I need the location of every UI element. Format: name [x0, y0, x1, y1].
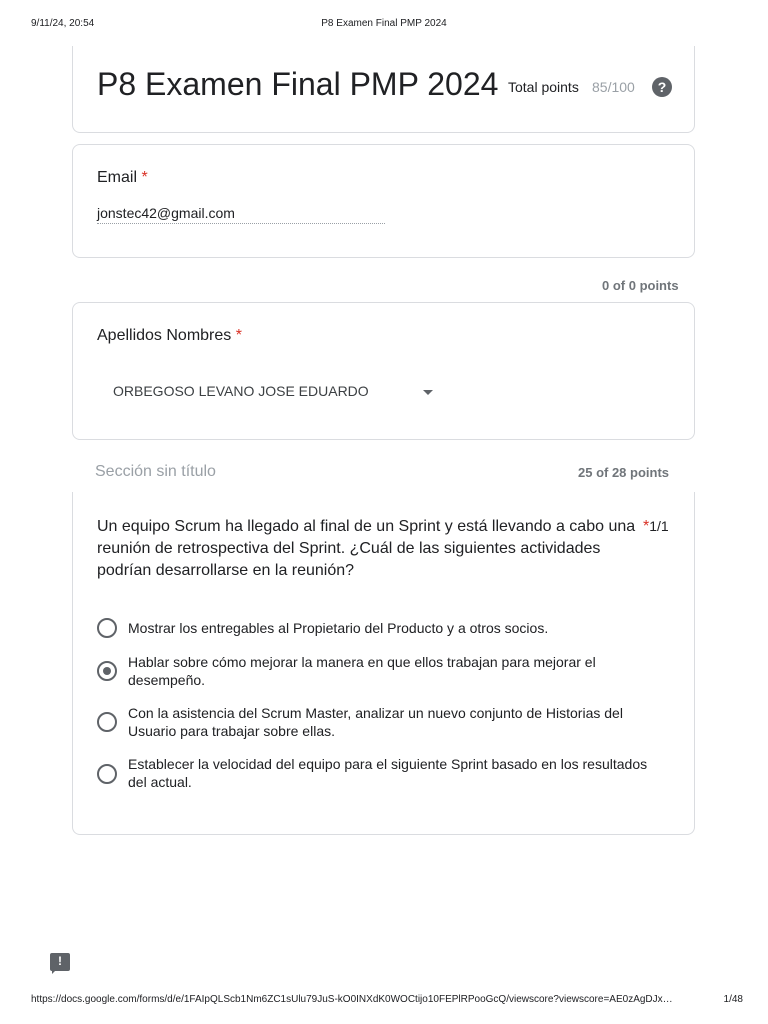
- page-number: 1/48: [723, 994, 743, 1005]
- name-label-text: Apellidos Nombres: [97, 327, 232, 344]
- print-datetime: 9/11/24, 20:54: [31, 18, 95, 29]
- section-title: Sección sin título: [95, 463, 216, 480]
- email-field[interactable]: jonstec42@gmail.com: [97, 205, 385, 224]
- required-mark: *: [141, 169, 148, 186]
- print-header: [0, 18, 768, 32]
- email-label: [97, 169, 148, 187]
- feedback-icon[interactable]: [50, 953, 70, 971]
- section-points: 25 of 28 points: [578, 465, 670, 480]
- radio-checked-icon[interactable]: [97, 661, 117, 681]
- radio-unchecked-icon[interactable]: [97, 764, 117, 784]
- page-url: https://docs.google.com/forms/d/e/1FAIpQLScb1Nm6ZC1sUlu79JuS-kO0INXdK0WOCtijo10FEPlRPooGcQ/viewscore?viewscore=AE0zAgDJx…: [31, 994, 673, 1005]
- required-mark: *: [643, 518, 650, 535]
- form-title: P8 Examen Final PMP 2024: [97, 66, 499, 102]
- print-footer: [0, 994, 768, 1008]
- name-question-card: [72, 302, 695, 440]
- total-points-value: 85/100: [592, 79, 635, 95]
- option-label: Hablar sobre cómo mejorar la manera en que ellos trabajan para mejorar el desempeño.: [128, 654, 596, 688]
- radio-unchecked-icon[interactable]: [97, 712, 117, 732]
- form-title-card: [72, 46, 695, 133]
- option-label: Mostrar los entregables al Propietario del Producto y a otros socios.: [128, 620, 549, 636]
- radio-unchecked-icon[interactable]: [97, 618, 117, 638]
- print-title: P8 Examen Final PMP 2024: [321, 18, 447, 29]
- option-label: Establecer la velocidad del equipo para el siguiente Sprint basado en los resultados del actual.: [128, 756, 648, 790]
- option-label: Con la asistencia del Scrum Master, analizar un nuevo conjunto de Historias del Usuario para trabajar sobre ellas.: [128, 705, 623, 739]
- dropdown-selected-value: ORBEGOSO LEVANO JOSE EDUARDO: [113, 383, 369, 399]
- name-section-points: 0 of 0 points: [602, 278, 679, 293]
- help-icon[interactable]: ?: [652, 77, 672, 97]
- email-label-text: Email: [97, 169, 138, 186]
- question-card: [72, 492, 695, 835]
- required-mark: *: [235, 327, 242, 344]
- question-text: Un equipo Scrum ha llegado al final de un Sprint y está llevando a cabo una reunión de retrospectiva del Sprint. ¿Cuál de las siguientes actividades podrían desarrollarse en la reunión?: [97, 518, 636, 579]
- chevron-down-icon: [423, 390, 433, 395]
- name-dropdown[interactable]: [97, 369, 437, 413]
- email-question-card: [72, 144, 695, 258]
- question-score: [643, 518, 669, 536]
- total-points-label: Total points: [508, 79, 579, 95]
- score-value: 1/1: [649, 518, 669, 534]
- name-label: [97, 327, 242, 345]
